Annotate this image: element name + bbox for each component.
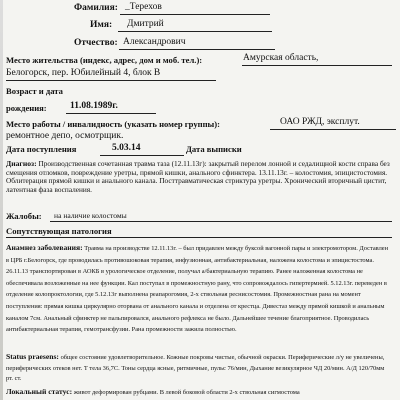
comorbid-underline xyxy=(6,237,392,238)
anamnesis-block xyxy=(6,242,392,336)
surname-value: _Терехов xyxy=(125,2,162,12)
residence-value-line1: Амурская область, xyxy=(243,53,319,63)
residence-underline-1 xyxy=(242,65,392,66)
patronymic-label: Отчество: xyxy=(74,38,118,48)
admission-underline xyxy=(100,155,184,156)
local-status-label: Локальный статус: xyxy=(6,387,73,396)
complaints-label: Жалобы: xyxy=(6,211,42,221)
name-underline xyxy=(118,31,272,32)
patronymic-value: Александрович xyxy=(123,37,186,47)
complaints-underline xyxy=(50,221,392,222)
anamnesis-text: Травма на производстве 12.11.13г. – был придавлен между буксой вагонной пары и электромотором. Доставлен в ЦРБ г.Белогорск, где проводилась противошоковая терапия, инфузионная, антибактериальная, наложена колостома и эпицистостома. 26.11.13 транспортирован в АОКБ в урологическое отделение, получал а/бактериальную терапию. Ранее наложенная колостома не обеспечивала возложенные на нее функции. Кал поступал в промежностную рану, что сопровождалось гипертермией. 5.12.13г. переведен в отделение колопроктологии, где 5.12.13г выполнена реапарогомия, 2-х ствольная реснисостомия. Промежностная рана на момент поступления: прямая кишка циркулярно оторвана от анального канала и отделена от крестца. Дивестаз между прямой кишкой и анальным каналом 7см. Анальный сфинктер не пальпировался, анального рефлекса не было. Дальнейшее течение благоприятное. Проводилась антибактериальная терапия, гемотрансфузии. Рана промежности зажила полностью. xyxy=(6,245,389,334)
work-underline-1 xyxy=(270,129,396,130)
work-label: Место работы / инвалидность (указать номер группы): xyxy=(6,119,220,129)
diagnosis-text: Производственная сочетанная травма таза (12.11.13г): закрытый перелом лонной и седалищной кости справа без смещения отломков, повреждение уретры, прямой кишки, анального сфинктера. 13.11.13г. – колостомия, эпицистостомия. Облитерация прямой кишки и анального канала. Посттравматическая стриктура уретры. Хронический вторичный цистит, латентная фаза воспаления. xyxy=(6,159,390,194)
local-status-text: живот деформирован рубцами. В левой боковой области 2-х ствольная сигмостома xyxy=(73,389,300,396)
anamnesis-label: Анамнез заболевания: xyxy=(6,243,83,252)
local-status-block xyxy=(6,387,392,398)
surname-label: Фамилия: xyxy=(74,3,118,13)
residence-label: Место жительства (индекс, адрес, дом и моб. тел.): xyxy=(6,55,203,65)
work-value-line1: ОАО РЖД, эксплут. xyxy=(280,117,360,127)
age-date-label: Возраст и дата xyxy=(6,86,63,96)
residence-underline-2 xyxy=(6,80,216,81)
diagnosis-block xyxy=(6,160,392,194)
name-label: Имя: xyxy=(90,20,113,30)
birth-label: рождения: xyxy=(6,103,47,113)
birth-underline xyxy=(66,113,156,114)
diagnosis-label: Диагноз: xyxy=(6,159,37,168)
complaints-value: на наличие колостомы xyxy=(54,211,127,220)
comorbid-label: Сопутствующая патология xyxy=(6,226,112,236)
status-block xyxy=(6,352,392,385)
admission-label: Дата поступления xyxy=(6,144,77,154)
status-text: общее состояние удовлетворительное. Кожные покровы чистые, обычной окраски. Периферические л/у не увеличены, периферических отеков нет. Т тела 36,7С. Тоны сердца ясные, ритмичные, пульс 76/мин, Дыхание везикулярное ЧД 20/мин. А/Д 120/70мм рт. ст. xyxy=(6,354,385,383)
scan-edge xyxy=(0,0,3,400)
discharge-label: Дата выписки xyxy=(186,144,242,154)
residence-value-line2: Белогорск, пер. Юбилейный 4, блок В xyxy=(6,68,161,78)
surname-underline xyxy=(120,14,270,15)
work-value-line2: ремонтное депо, осмотрщик. xyxy=(6,131,124,141)
patronymic-underline xyxy=(119,49,275,50)
status-label: Status praesens: xyxy=(6,352,59,361)
admission-value: 5.03.14 xyxy=(112,143,141,153)
name-value: Дмитрий xyxy=(127,19,164,29)
birth-value: 11.08.1989г. xyxy=(70,101,118,111)
